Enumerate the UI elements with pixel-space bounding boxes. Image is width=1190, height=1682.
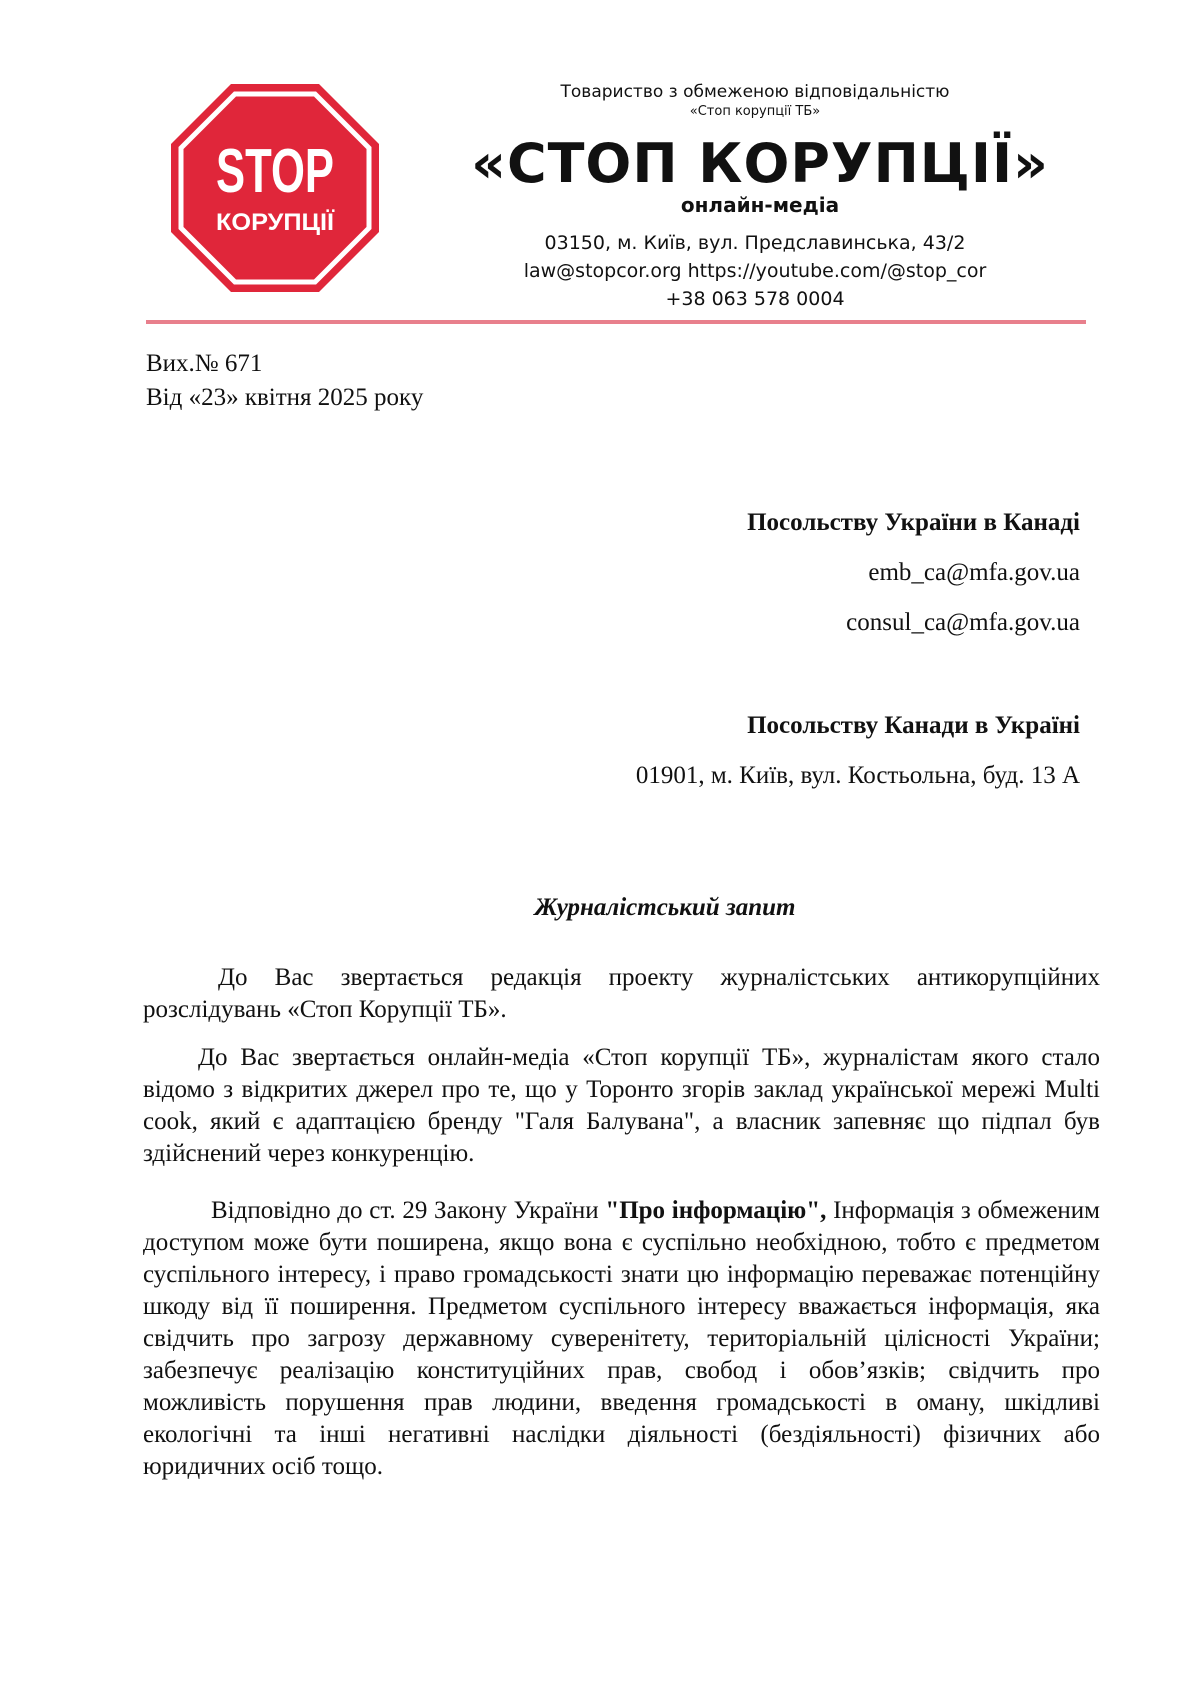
header-address: 03150, м. Київ, вул. Предславинська, 43/2 <box>544 232 966 254</box>
recipient-1-email-2[interactable]: consul_ca@mfa.gov.ua <box>846 609 1080 636</box>
law-title: "Про інформацію", <box>605 1197 827 1224</box>
letter-date: Від «23» квітня 2025 року <box>146 384 424 411</box>
logo-stop-text: STOP <box>216 137 334 206</box>
recipient-1-name: Посольству України в Канаді <box>747 509 1080 536</box>
recipient-1-email-1[interactable]: emb_ca@mfa.gov.ua <box>868 559 1080 586</box>
org-name-line1: Товариство з обмеженою відповідальністю <box>560 82 950 102</box>
header-title: «СТОП КОРУПЦІЇ» <box>471 132 1049 195</box>
recipient-2-address: 01901, м. Київ, вул. Костьольна, буд. 13 А <box>635 762 1080 789</box>
header-divider <box>146 320 1086 324</box>
letter-heading: Журналістський запит <box>534 894 796 921</box>
outgoing-number: Вих.№ 671 <box>146 350 263 377</box>
org-name-line2: «Стоп корупції ТБ» <box>689 104 821 119</box>
recipient-2-name: Посольству Канади в Україні <box>747 712 1080 739</box>
paragraph-1: До Вас звертається редакція проекту журналістських антикорупційних розслідувань «Стоп Корупції ТБ». <box>143 964 1100 1023</box>
header-contacts[interactable]: law@stopcor.org https://youtube.com/@stop_cor <box>523 260 987 282</box>
paragraph-2: До Вас звертається онлайн-медіа «Стоп корупції ТБ», журналістам якого стало відомо з відкритих джерел про те, що у Торонто згорів заклад української мережі Multi cook, який є адаптацією бренду "Галя Балувана", а власник запевняє що підпал був здійснений через конкуренцію. <box>143 1044 1100 1167</box>
paragraph-3-prefix: Відповідно до ст. 29 Закону України <box>211 1197 606 1224</box>
paragraph-3-text: Інформація з обмеженим доступом може бути поширена, якщо вона є суспільно необхідною, тобто є предметом суспільного інтересу, і право громадськості знати цю інформацію переважає потенційну шкоду від її поширення. Предметом суспільного інтересу вважається інформація, яка свідчить про загрозу державному суверенітету, територіальній цілісності України; забезпечує реалізацію конституційних прав, свобод і обов’язків; свідчить про можливість порушення прав людини, введення громадськості в оману, шкідливі екологічні та інші негативні наслідки діяльності (бездіяльності) фізичних або юридичних осіб тощо. <box>143 1197 1101 1480</box>
header-subtitle: онлайн-медіа <box>680 193 840 217</box>
logo-corruption-text: КОРУПЦІЇ <box>216 209 336 236</box>
paragraph-3 <box>143 1195 1100 1483</box>
header-phone: +38 063 578 0004 <box>665 288 845 310</box>
stop-sign-logo <box>167 80 383 296</box>
